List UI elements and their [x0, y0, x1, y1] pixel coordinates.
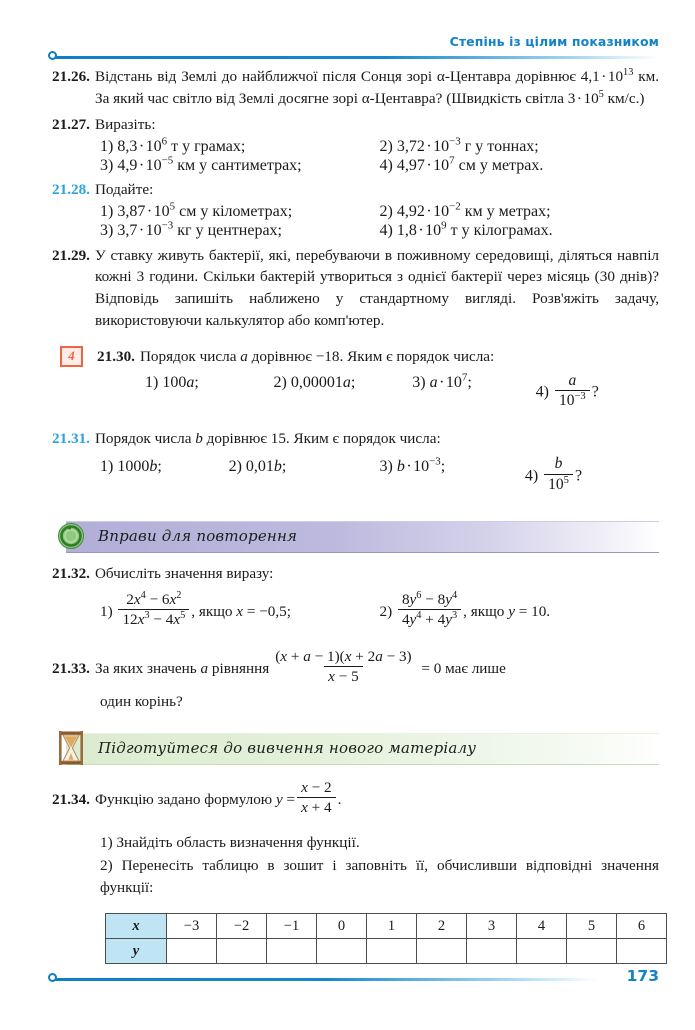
table-cell-x: −2 [217, 914, 267, 939]
option-item [379, 589, 660, 630]
exercise-21-34-subitem-1: 1) Знайдіть область визначення функції. [100, 834, 360, 852]
exercise-21-27 [52, 114, 659, 136]
option-item: 1) 1000b; [100, 457, 162, 475]
option-item: 3) $4,9\cdot 10^{-5}$ км у сантиметрах; [100, 154, 302, 174]
table-cell-y[interactable] [317, 939, 367, 964]
option-item [100, 589, 380, 630]
table-row-y [106, 939, 667, 964]
exercise-number: 21.28. [52, 180, 90, 198]
fraction-denominator: $4y^4 + 4y^3$ [398, 609, 461, 628]
table-cell-x: 0 [317, 914, 367, 939]
exercise-prompt: Виразіть: [94, 115, 156, 133]
exercise-prompt: Подайте: [94, 180, 154, 198]
footer-rule-dot-icon [48, 973, 57, 982]
option-item: 4) $\frac{a}{10^{-3}}$ ? [535, 371, 599, 410]
option-item: 2) $4,92\cdot 10^{-2}$ км у метрах; [379, 200, 551, 220]
exercise-21-32 [52, 563, 659, 585]
page-content [52, 66, 659, 964]
exercise-21-33 [52, 650, 659, 687]
option-item: 1) 100a; [145, 374, 199, 392]
table-cell-x: 2 [417, 914, 467, 939]
fraction-numerator: $2x^4 - 6x^2$ [126, 589, 182, 609]
exercise-21-33-line2: один корінь? [100, 693, 183, 711]
option-condition: , якщо x = −0,5; [191, 602, 291, 620]
formula-text-before: Функцію задано формулою y = [94, 790, 296, 808]
exercise-number: 21.26. [52, 68, 90, 85]
option-item: 2) 0,01b; [228, 457, 287, 475]
table-cell-y[interactable] [567, 939, 617, 964]
table-cell-y[interactable] [517, 939, 567, 964]
table-cell-x: 1 [367, 914, 417, 939]
exercise-text [95, 650, 659, 687]
page-footer [52, 967, 659, 990]
section-banner-prepare [52, 733, 659, 763]
footer-rule [52, 978, 599, 981]
running-head-title: Степінь із цілим показником [449, 34, 659, 49]
table-row-label: y [106, 939, 167, 964]
fraction-numerator: (x + a − 1)(x + 2a − 3) [275, 648, 412, 666]
fraction [271, 648, 415, 685]
option-item: 1) $3,87\cdot 10^5$ см у кілометрах; [100, 200, 293, 220]
exercise-prompt: Порядок числа a дорівнює −18. Яким є порядок числа: [139, 348, 495, 366]
function-table [105, 913, 667, 964]
option-item: 4) $\frac{b}{10^5}$ ? [524, 455, 583, 493]
exercise-21-29 [52, 245, 659, 333]
equation-text-after: = 0 має лише [417, 659, 506, 677]
exercise-prompt: Порядок числа b дорівнює 15. Яким є порядок числа: [94, 429, 441, 447]
table-cell-x: 3 [467, 914, 517, 939]
section-banner-review [52, 521, 659, 551]
exercise-21-34-subitem-2: 2) Перенесіть таблицю в зошит і заповніть її, обчисливши відповідні значення функції: [100, 857, 659, 897]
exercise-21-32-items [52, 589, 659, 630]
exercise-text [95, 781, 659, 818]
option-item: 4) $4,97\cdot 10^7$ см у метрах. [379, 154, 544, 174]
fraction-denominator: x + 4 [297, 797, 336, 816]
table-cell-y[interactable] [617, 939, 667, 964]
exercise-21-30 [52, 346, 659, 368]
hourglass-icon [54, 731, 88, 765]
exercise-number: 21.31. [52, 429, 90, 447]
table-cell-y[interactable] [417, 939, 467, 964]
table-cell-x: 5 [567, 914, 617, 939]
exercise-21-31-options [52, 455, 659, 496]
option-item: 3) $3,7\cdot 10^{-3}$ кг у центнерах; [100, 219, 282, 239]
fraction-numerator: x − 2 [301, 779, 332, 797]
exercise-21-31 [52, 428, 659, 450]
exercise-number: 21.33. [52, 659, 90, 677]
exercise-21-28-options-row-1 [52, 200, 659, 221]
level-badge-icon: 4 [60, 346, 83, 367]
exercise-number: 21.29. [52, 246, 90, 264]
exercise-number: 21.27. [52, 115, 90, 133]
exercise-21-27-options-row-2 [52, 154, 659, 175]
banner-label: Підготуйтеся до вивчення нового матеріалу [98, 739, 477, 758]
exercise-text: У ставку живуть бактерії, які, перебуваючи в поживному середовищі, діляться навпіл кожні 3 години. Скільки бактерій утвориться з однієї бактерії через місяць (30 днів)? Відповідь запишіть наближено у стандартному вигляді. Розв'яжіть задачу, використовуючи калькулятор або комп'ютер. [94, 246, 659, 330]
exercise-21-27-options-row-1 [52, 135, 659, 156]
table-cell-y[interactable] [167, 939, 217, 964]
option-item: 2) 0,00001a; [273, 374, 356, 392]
table-row-x [106, 914, 667, 939]
fraction [118, 591, 189, 628]
header-rule-dot-icon [48, 51, 57, 60]
option-item: 1) $8,3\cdot 10^6$ т у грамах; [100, 135, 246, 155]
option-item: 4) $1,8\cdot 10^9$ т у кілограмах. [379, 219, 553, 239]
fraction-denominator: x − 5 [324, 666, 363, 685]
exercise-prompt: Обчисліть значення виразу: [94, 565, 274, 583]
exercise-21-34 [52, 781, 659, 818]
table-cell-x: −3 [167, 914, 217, 939]
option-item: 2) $3,72\cdot 10^{-3}$ г у тоннах; [379, 135, 539, 155]
fraction [297, 779, 336, 816]
fraction-denominator: $12x^3 - 4x^5$ [118, 609, 189, 628]
exercise-number: 21.30. [97, 348, 135, 366]
exercise-number: 21.32. [52, 565, 90, 583]
option-item: 3) $a\cdot 10^7$; [412, 371, 472, 392]
option-marker: 1) [100, 602, 113, 620]
exercise-21-28-options-row-2 [52, 219, 659, 240]
table-cell-y[interactable] [267, 939, 317, 964]
table-cell-x: 4 [517, 914, 567, 939]
formula-text-after: . [337, 790, 342, 808]
page-header [52, 34, 659, 70]
option-marker: 2) [379, 602, 393, 620]
circular-arrow-icon [54, 519, 88, 553]
banner-label: Вправи для повторення [98, 527, 298, 546]
option-condition: , якщо y = 10. [463, 602, 551, 620]
table-cell-y[interactable] [467, 939, 517, 964]
table-row-label: x [106, 914, 167, 939]
exercise-21-28 [52, 179, 659, 201]
table-cell-x: 6 [617, 914, 667, 939]
exercise-text: Відстань від Землі до найближчої після Сонця зорі α-Центавра дорівнює $4,1\cdot 10^{13}$ км. За який час світло від Землі досягне зорі α-Центавра? (Швидкість світла $3\cdot 10^5$ км/с.) [94, 66, 659, 107]
equation-text-before: За яких значень a рівняння [94, 659, 270, 677]
fraction-numerator: $8y^6 - 8y^4$ [401, 589, 458, 609]
function-table-wrapper [52, 913, 659, 964]
table-cell-y[interactable] [217, 939, 267, 964]
page-number: 173 [626, 967, 659, 985]
table-cell-y[interactable] [367, 939, 417, 964]
option-item: 3) $b\cdot 10^{-3}$; [379, 455, 446, 475]
header-rule [52, 56, 659, 59]
table-cell-x: −1 [267, 914, 317, 939]
exercise-number: 21.34. [52, 790, 90, 808]
fraction [398, 591, 461, 628]
exercise-21-30-options [52, 371, 659, 412]
exercise-21-26 [52, 66, 659, 110]
